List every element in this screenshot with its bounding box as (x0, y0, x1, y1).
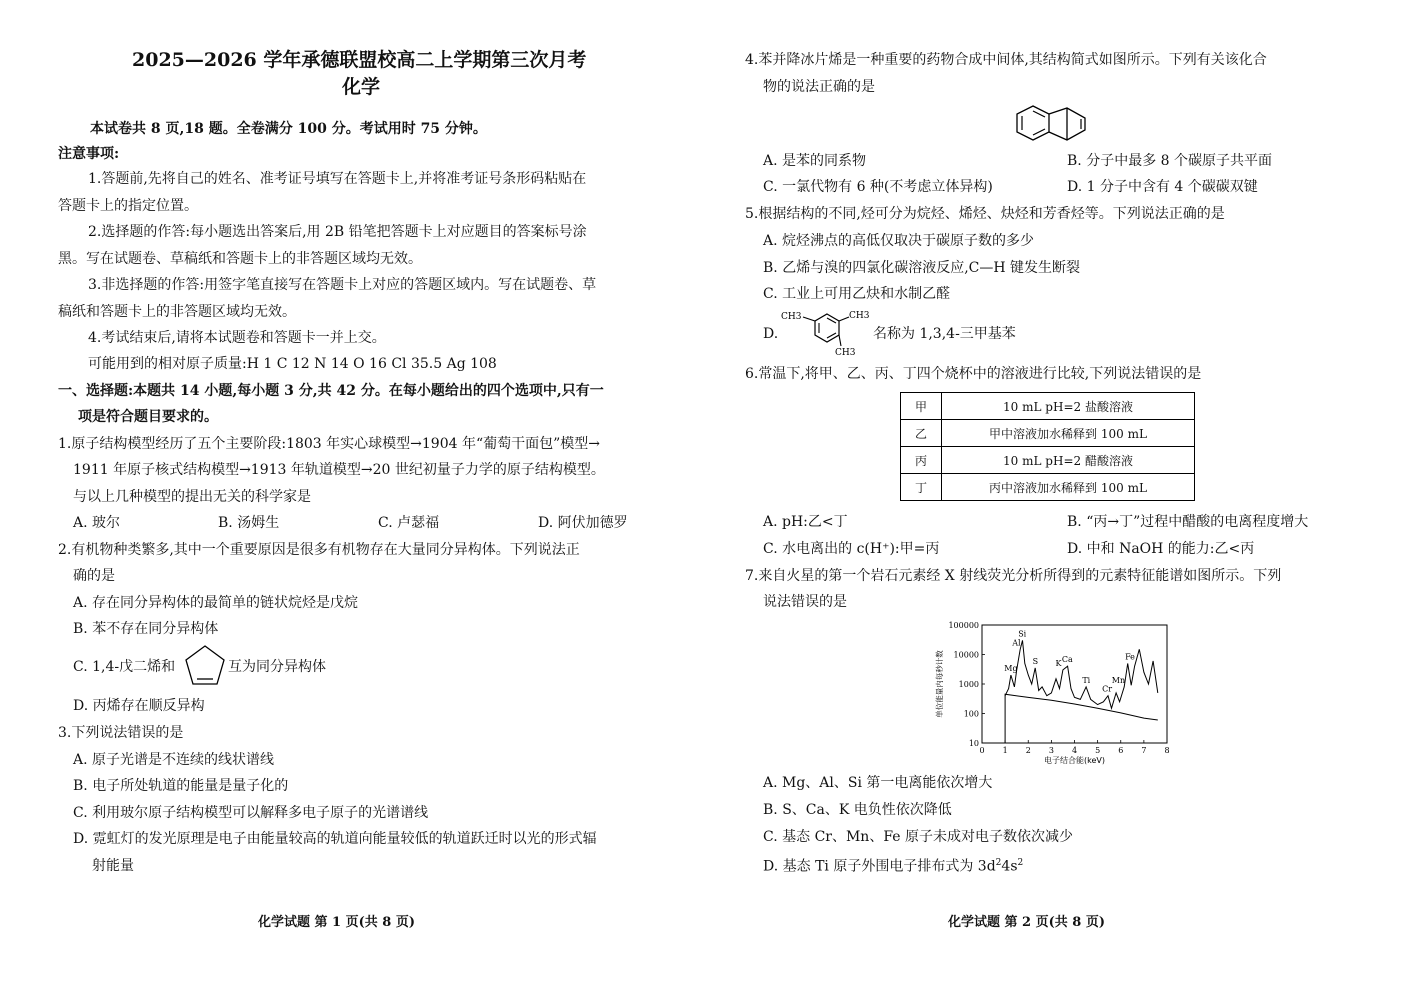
peak-label-s: S (1032, 656, 1039, 666)
q4-stem: 4.苯并降冰片烯是一种重要的药物合成中间体,其结构简式如图所示。下列有关该化合 (745, 52, 1267, 68)
q4-option-a: A. 是苯的同系物 (763, 153, 867, 169)
peak-label-ti: Ti (1082, 675, 1091, 685)
q7-option-c: C. 基态 Cr、Mn、Fe 原子未成对电子数依次减少 (763, 829, 1074, 845)
q7-stem: 7.来自火星的第一个岩石元素经 X 射线荧光分析所得到的元素特征能谱如图所示。下列 (745, 568, 1282, 584)
table-cell: 丁 (901, 474, 942, 501)
x-tick-label: 4 (1071, 746, 1078, 755)
exam-intro: 本试卷共 8 页,18 题。全卷满分 100 分。考试用时 75 分钟。 (90, 121, 487, 137)
q1-stem: 1.原子结构模型经历了五个主要阶段:1803 年实心球模型→1904 年“葡萄干面包”模型→ (58, 436, 601, 452)
peak-label-k: K (1055, 658, 1062, 668)
q2-stem: 确的是 (73, 568, 115, 584)
footer-page-1: 化学试题 第 1 页(共 8 页) (258, 915, 416, 930)
table-row (901, 420, 1195, 447)
peak-label-fe: Fe (1125, 652, 1135, 662)
q6-option-a: A. pH:乙<丁 (763, 514, 848, 530)
x-tick-label: 2 (1025, 746, 1031, 755)
q5-option-d-pre: D. (763, 326, 779, 342)
q3-option-a: A. 原子光谱是不连续的线状谱线 (73, 752, 275, 768)
q1-option-d: D. 阿伏加德罗 (538, 515, 628, 531)
q5-option-d-post: 名称为 1,3,4-三甲基苯 (873, 326, 1016, 342)
q4-option-d: D. 1 分子中含有 4 个碳碳双键 (1067, 179, 1258, 195)
x-tick-label: 7 (1141, 746, 1147, 755)
table-cell: 甲 (901, 393, 942, 420)
y-tick-label: 100 (963, 709, 979, 719)
table-row (901, 393, 1195, 420)
x-tick-label: 5 (1095, 746, 1101, 755)
note-line: 黑。写在试题卷、草稿纸和答题卡上的非答题区域均无效。 (58, 251, 422, 267)
table-cell: 丙中溶液加水稀释到 100 mL (942, 474, 1195, 501)
note-line: 3.非选择题的作答:用签字笔直接写在答题卡上对应的答题区域内。写在试题卷、草 (88, 277, 597, 293)
series-spectrum (1005, 640, 1158, 708)
atomic-masses: 可能用到的相对原子质量:H 1 C 12 N 14 O 16 Cl 35.5 Ag 108 (88, 356, 497, 372)
note-line: 2.选择题的作答:每小题选出答案后,用 2B 铅笔把答题卡上对应题目的答案标号涂 (88, 224, 587, 240)
q4-stem: 物的说法正确的是 (763, 79, 875, 95)
q6-option-c: C. 水电离出的 c(H⁺):甲=丙 (763, 541, 940, 557)
peak-label-ca: Ca (1061, 655, 1073, 665)
cyclopentene-structure (183, 638, 228, 693)
q1-option-b: B. 汤姆生 (218, 515, 280, 531)
ch3-label: CH3 (835, 348, 856, 358)
y-tick-label: 10000 (953, 650, 979, 660)
q5-option-c: C. 工业上可用乙炔和水制乙醛 (763, 286, 951, 302)
q3-stem: 3.下列说法错误的是 (58, 725, 184, 741)
note-line: 4.考试结束后,请将本试题卷和答题卡一并上交。 (88, 330, 386, 346)
q5-stem: 5.根据结构的不同,烃可分为烷烃、烯烃、炔烃和芳香烃等。下列说法正确的是 (745, 206, 1225, 222)
series-background (1005, 694, 1158, 743)
q7-option-d-text: 4s (1001, 858, 1018, 875)
q5-option-a: A. 烷烃沸点的高低仅取决于碳原子数的多少 (763, 233, 1035, 249)
peak-label-si: Si (1018, 629, 1027, 639)
q6-option-d: D. 中和 NaOH 的能力:乙<丙 (1067, 541, 1255, 557)
table-cell: 甲中溶液加水稀释到 100 mL (942, 420, 1195, 447)
q1-option-a: A. 玻尔 (73, 515, 121, 531)
x-tick-label: 8 (1164, 746, 1170, 755)
footer-page-2: 化学试题 第 2 页(共 8 页) (948, 915, 1106, 930)
peak-label-cr: Cr (1102, 684, 1113, 694)
peak-label-mn: Mn (1111, 675, 1126, 685)
q7-option-d (763, 853, 1023, 877)
y-tick-label: 1000 (958, 680, 979, 689)
table-cell: 10 mL pH=2 醋酸溶液 (942, 447, 1195, 474)
trimethylbenzene-structure (779, 308, 871, 358)
q2-option-c-post: 互为同分异构体 (228, 659, 326, 675)
x-tick-label: 3 (1048, 746, 1054, 755)
q6-stem: 6.常温下,将甲、乙、丙、丁四个烧杯中的溶液进行比较,下列说法错误的是 (745, 366, 1202, 382)
section-heading: 一、选择题:本题共 14 小题,每小题 3 分,共 42 分。在每小题给出的四个选项中,只有一 (58, 383, 604, 399)
q3-option-c: C. 利用玻尔原子结构模型可以解释多电子原子的光谱谱线 (73, 805, 429, 821)
superscript: 2 (995, 858, 1002, 868)
q7-option-a: A. Mg、Al、Si 第一电离能依次增大 (763, 775, 993, 791)
x-tick-label: 0 (979, 746, 985, 755)
q2-stem: 2.有机物种类繁多,其中一个重要原因是很多有机物存在大量同分异构体。下列说法正 (58, 542, 580, 558)
table-cell: 10 mL pH=2 盐酸溶液 (942, 393, 1195, 420)
note-line: 1.答题前,先将自己的姓名、准考证号填写在答题卡上,并将准考证号条形码粘贴在 (88, 171, 587, 187)
y-tick-label: 100000 (948, 621, 979, 630)
superscript: 2 (1017, 858, 1024, 868)
q6-option-b: B. “丙→丁”过程中醋酸的电离程度增大 (1067, 514, 1309, 530)
q3-option-b: B. 电子所处轨道的能量是量子化的 (73, 778, 289, 794)
q2-option-c-pre: C. 1,4-戊二烯和 (73, 659, 176, 675)
note-line: 答题卡上的指定位置。 (58, 198, 198, 214)
q4-option-b: B. 分子中最多 8 个碳原子共平面 (1067, 153, 1272, 169)
peak-label-mg: Mg (1004, 664, 1018, 674)
q1-stem: 1911 年原子核式结构模型→1913 年轨道模型→20 世纪初量子力学的原子结构模型。 (73, 462, 605, 478)
x-axis-label: 电子结合能(keV) (1044, 756, 1105, 765)
notes-heading: 注意事项: (58, 146, 120, 162)
q2-option-d: D. 丙烯存在顺反异构 (73, 698, 205, 714)
table-cell: 丙 (901, 447, 942, 474)
q2-option-b: B. 苯不存在同分异构体 (73, 621, 219, 637)
exam-title: 2025—2026 学年承德联盟校高二上学期第三次月考 (132, 49, 587, 71)
table-row (901, 474, 1195, 501)
note-line: 稿纸和答题卡上的非答题区域均无效。 (58, 304, 296, 320)
benzonorbornene-structure (1013, 100, 1093, 148)
exam-subject: 化学 (342, 76, 381, 98)
y-axis-label: 单位能量内每秒计数 (935, 650, 944, 718)
table-cell: 乙 (901, 420, 942, 447)
q4-option-c: C. 一氯代物有 6 种(不考虑立体异构) (763, 179, 993, 195)
x-tick-label: 6 (1118, 746, 1124, 755)
q3-option-d: D. 霓虹灯的发光原理是电子由能量较高的轨道向能量较低的轨道跃迁时以光的形式辐 (73, 831, 597, 847)
ch3-label: CH3 (781, 312, 802, 322)
xrf-spectrum-chart (930, 615, 1180, 770)
q3-option-d-cont: 射能量 (92, 858, 134, 874)
y-tick-label: 10 (968, 739, 979, 748)
q2-option-a: A. 存在同分异构体的最简单的链状烷烃是戊烷 (73, 595, 359, 611)
q5-option-b: B. 乙烯与溴的四氯化碳溶液反应,C—H 键发生断裂 (763, 260, 1081, 276)
ch3-label: CH3 (849, 311, 870, 321)
q7-stem: 说法错误的是 (763, 594, 847, 610)
q7-option-b: B. S、Ca、K 电负性依次降低 (763, 802, 952, 818)
peak-label-al: Al (1012, 638, 1021, 648)
x-tick-label: 1 (1002, 746, 1008, 755)
q1-stem: 与以上几种模型的提出无关的科学家是 (73, 489, 311, 505)
q6-table (900, 392, 1195, 501)
section-heading-cont: 项是符合题目要求的。 (78, 409, 218, 425)
table-row (901, 447, 1195, 474)
q7-option-d-text: D. 基态 Ti 原子外围电子排布式为 3d (763, 858, 996, 875)
q1-option-c: C. 卢瑟福 (378, 515, 440, 531)
